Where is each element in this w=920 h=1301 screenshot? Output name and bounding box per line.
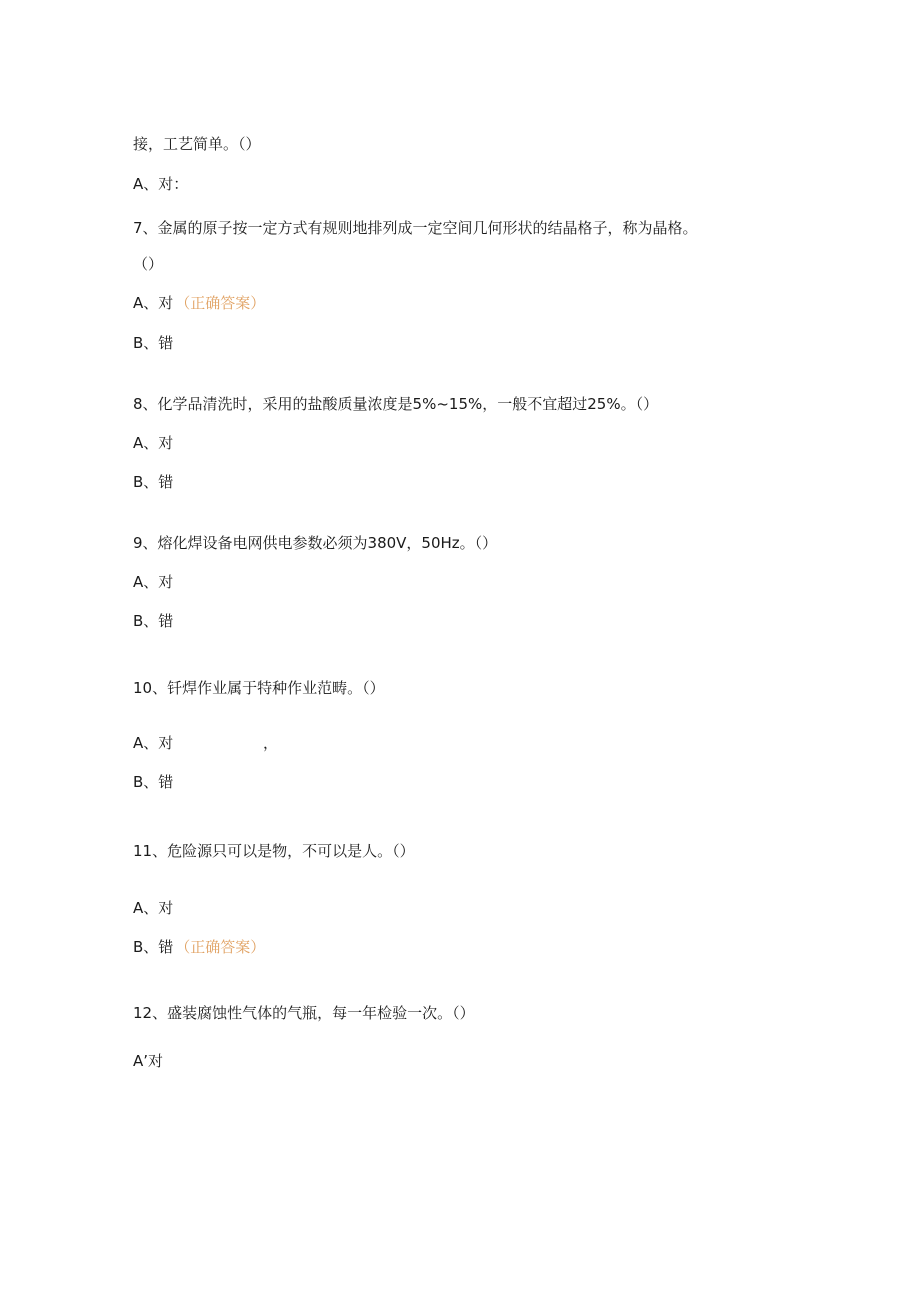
option-b (133, 937, 265, 957)
question-7-text: 7、金属的原子按一定方式有规则地排列成一定空间几何形状的结晶格子，称为晶格。 (133, 219, 698, 237)
option-label: A、对 (133, 294, 174, 312)
option-label: B、错 (133, 938, 174, 956)
option-a: A、对： (133, 175, 189, 193)
option-a: A、对 (133, 734, 174, 752)
question-9-text: 9、熔化焊设备电网供电参数必须为380V，50Hz。（） (133, 534, 498, 552)
correct-answer-tag: （正确答案） (175, 294, 266, 312)
option-a: A、对 (133, 573, 174, 591)
option-b: B、错 (133, 334, 174, 352)
option-a: A、对 (133, 434, 174, 452)
stray-mark: ， (263, 734, 279, 752)
option-a (133, 293, 265, 313)
option-a: A’对 (133, 1052, 164, 1070)
option-b: B、错 (133, 773, 174, 791)
option-b: B、错 (133, 612, 174, 630)
option-a: A、对 (133, 899, 174, 917)
question-6-continuation: 接，工艺简单。（） (133, 135, 261, 153)
question-7-continuation: （） (133, 255, 164, 273)
question-10-text: 10、钎焊作业属于特种作业范畴。（） (133, 679, 385, 697)
option-b: B、错 (133, 473, 174, 491)
question-8-text: 8、化学品清洗时，采用的盐酸质量浓度是5%~15%，一般不宜超过25%。（） (133, 395, 659, 413)
question-11-text: 11、危险源只可以是物，不可以是人。（） (133, 842, 415, 860)
correct-answer-tag: （正确答案） (175, 938, 266, 956)
question-12-text: 12、盛装腐蚀性气体的气瓶，每一年检验一次。（） (133, 1004, 475, 1022)
